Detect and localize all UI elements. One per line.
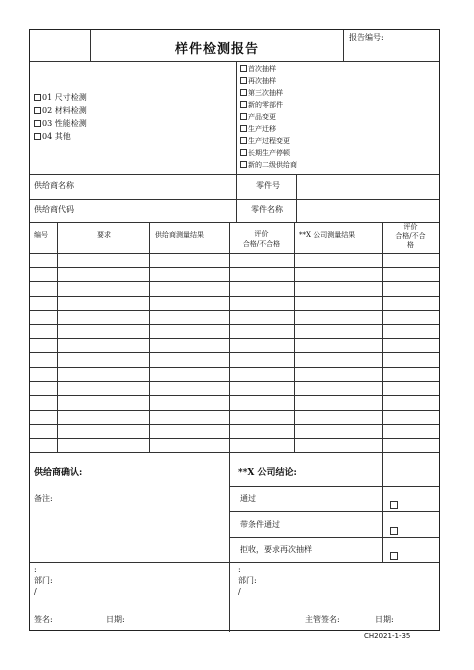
part-name-field[interactable] (298, 200, 438, 222)
line-h (30, 562, 439, 563)
remarks-label: 备注: (34, 494, 53, 503)
supplier-confirm-label: 供给商确认: (34, 468, 83, 478)
col-header-eval-2-sub2: 格 (407, 241, 414, 249)
reason-item[interactable]: 产品变更 (240, 113, 276, 122)
reason-item[interactable]: 生产过程变更 (240, 137, 290, 146)
option-conditional-checkbox[interactable] (390, 520, 398, 539)
test-type-item[interactable]: 01 尺寸检测 (34, 93, 87, 103)
checkbox-icon[interactable] (34, 107, 41, 114)
option-conditional-label: 带条件通过 (240, 520, 280, 529)
reason-item[interactable]: 新的二级供给商 (240, 161, 297, 170)
right-department-label: 部门: (238, 576, 257, 585)
report-form (29, 29, 440, 631)
line-h (30, 296, 439, 297)
option-reject-checkbox[interactable] (390, 545, 398, 564)
supplier-code-field[interactable] (92, 200, 234, 222)
line-h (30, 267, 439, 268)
supplier-name-label: 供给商名称 (34, 181, 74, 190)
checkbox-icon[interactable] (240, 113, 247, 120)
checkbox-icon[interactable] (390, 501, 398, 509)
line-v (57, 222, 58, 452)
left-colon: : (34, 565, 37, 574)
part-name-label: 零件名称 (251, 205, 283, 214)
test-type-item[interactable]: 04 其他 (34, 132, 71, 142)
line-h (30, 395, 439, 396)
line-v (149, 222, 150, 452)
supplier-code-label: 供给商代码 (34, 205, 74, 214)
checkbox-icon[interactable] (240, 137, 247, 144)
option-reject-label: 拒收，要求再次抽样 (240, 545, 312, 554)
line-h (30, 424, 439, 425)
line-h (30, 310, 439, 311)
checkbox-icon[interactable] (240, 77, 247, 84)
reason-item[interactable]: 新的零部件 (240, 101, 283, 110)
checkbox-icon[interactable] (240, 65, 247, 72)
reason-item[interactable]: 第三次抽样 (240, 89, 283, 98)
part-number-label: 零件号 (256, 181, 280, 190)
report-number-label: 报告编号: (349, 33, 384, 42)
checkbox-icon[interactable] (34, 133, 41, 140)
line-h (30, 253, 439, 254)
col-header-supplier-result: 供给商测量结果 (155, 231, 204, 239)
col-header-x-result: **X 公司测量结果 (299, 231, 356, 239)
page-title: 样件检测报告 (175, 42, 260, 57)
col-header-eval-1-sub: 合格/不合格 (242, 240, 281, 248)
left-department-label: 部门: (34, 576, 53, 585)
line-h (30, 61, 439, 62)
line-h (30, 281, 439, 282)
reason-item[interactable]: 再次抽样 (240, 77, 276, 86)
manager-signature-label: 主管签名: (305, 615, 340, 624)
remarks-field[interactable] (60, 490, 225, 558)
supplier-name-field[interactable] (92, 176, 234, 198)
x-conclusion-label: **X 公司结论: (238, 468, 297, 478)
reason-item[interactable]: 长期生产停顿 (240, 149, 290, 158)
checkbox-icon[interactable] (390, 552, 398, 560)
line-h (30, 438, 439, 439)
right-colon: : (238, 565, 241, 574)
line-h (30, 174, 439, 175)
checkbox-icon[interactable] (240, 161, 247, 168)
line-v (294, 222, 295, 452)
right-slash: / (238, 587, 241, 596)
line-h (229, 511, 439, 512)
line-v (343, 30, 344, 61)
line-h (30, 452, 439, 453)
line-v (296, 174, 297, 222)
left-date-label: 日期: (106, 615, 125, 624)
checkbox-icon[interactable] (240, 149, 247, 156)
reason-item[interactable]: 生产迁移 (240, 125, 276, 134)
test-type-item[interactable]: 03 性能检测 (34, 119, 87, 129)
line-v (229, 452, 230, 632)
col-header-no: 编号 (34, 231, 48, 239)
line-h (30, 352, 439, 353)
col-header-requirement: 要求 (97, 231, 111, 239)
line-h (30, 367, 439, 368)
test-type-item[interactable]: 02 材料检测 (34, 106, 87, 116)
line-h (30, 324, 439, 325)
checkbox-icon[interactable] (390, 527, 398, 535)
line-v (236, 174, 237, 222)
line-h (30, 222, 439, 223)
line-v (236, 61, 237, 174)
part-number-field[interactable] (298, 176, 438, 198)
line-h (229, 537, 439, 538)
checkbox-icon[interactable] (34, 94, 41, 101)
line-h (30, 410, 439, 411)
left-slash: / (34, 587, 37, 596)
reason-item[interactable]: 首次抽样 (240, 65, 276, 74)
checkbox-icon[interactable] (240, 101, 247, 108)
form-code: CH2021-1-35 (364, 632, 411, 640)
line-v (382, 222, 383, 452)
checkbox-icon[interactable] (240, 89, 247, 96)
checkbox-icon[interactable] (240, 125, 247, 132)
line-v (90, 30, 91, 61)
checkbox-icon[interactable] (34, 120, 41, 127)
right-date-label: 日期: (375, 615, 394, 624)
col-header-eval-2: 评价 (403, 223, 418, 231)
line-h (229, 486, 439, 487)
line-v (382, 452, 383, 562)
option-pass-checkbox[interactable] (390, 494, 398, 513)
line-h (30, 381, 439, 382)
option-pass-label: 通过 (240, 494, 256, 503)
line-h (30, 338, 439, 339)
col-header-eval-2-sub: 合格/不合 (395, 232, 426, 240)
signature-label: 签名: (34, 615, 53, 624)
col-header-eval-1: 评价 (254, 230, 269, 238)
line-v (229, 222, 230, 452)
